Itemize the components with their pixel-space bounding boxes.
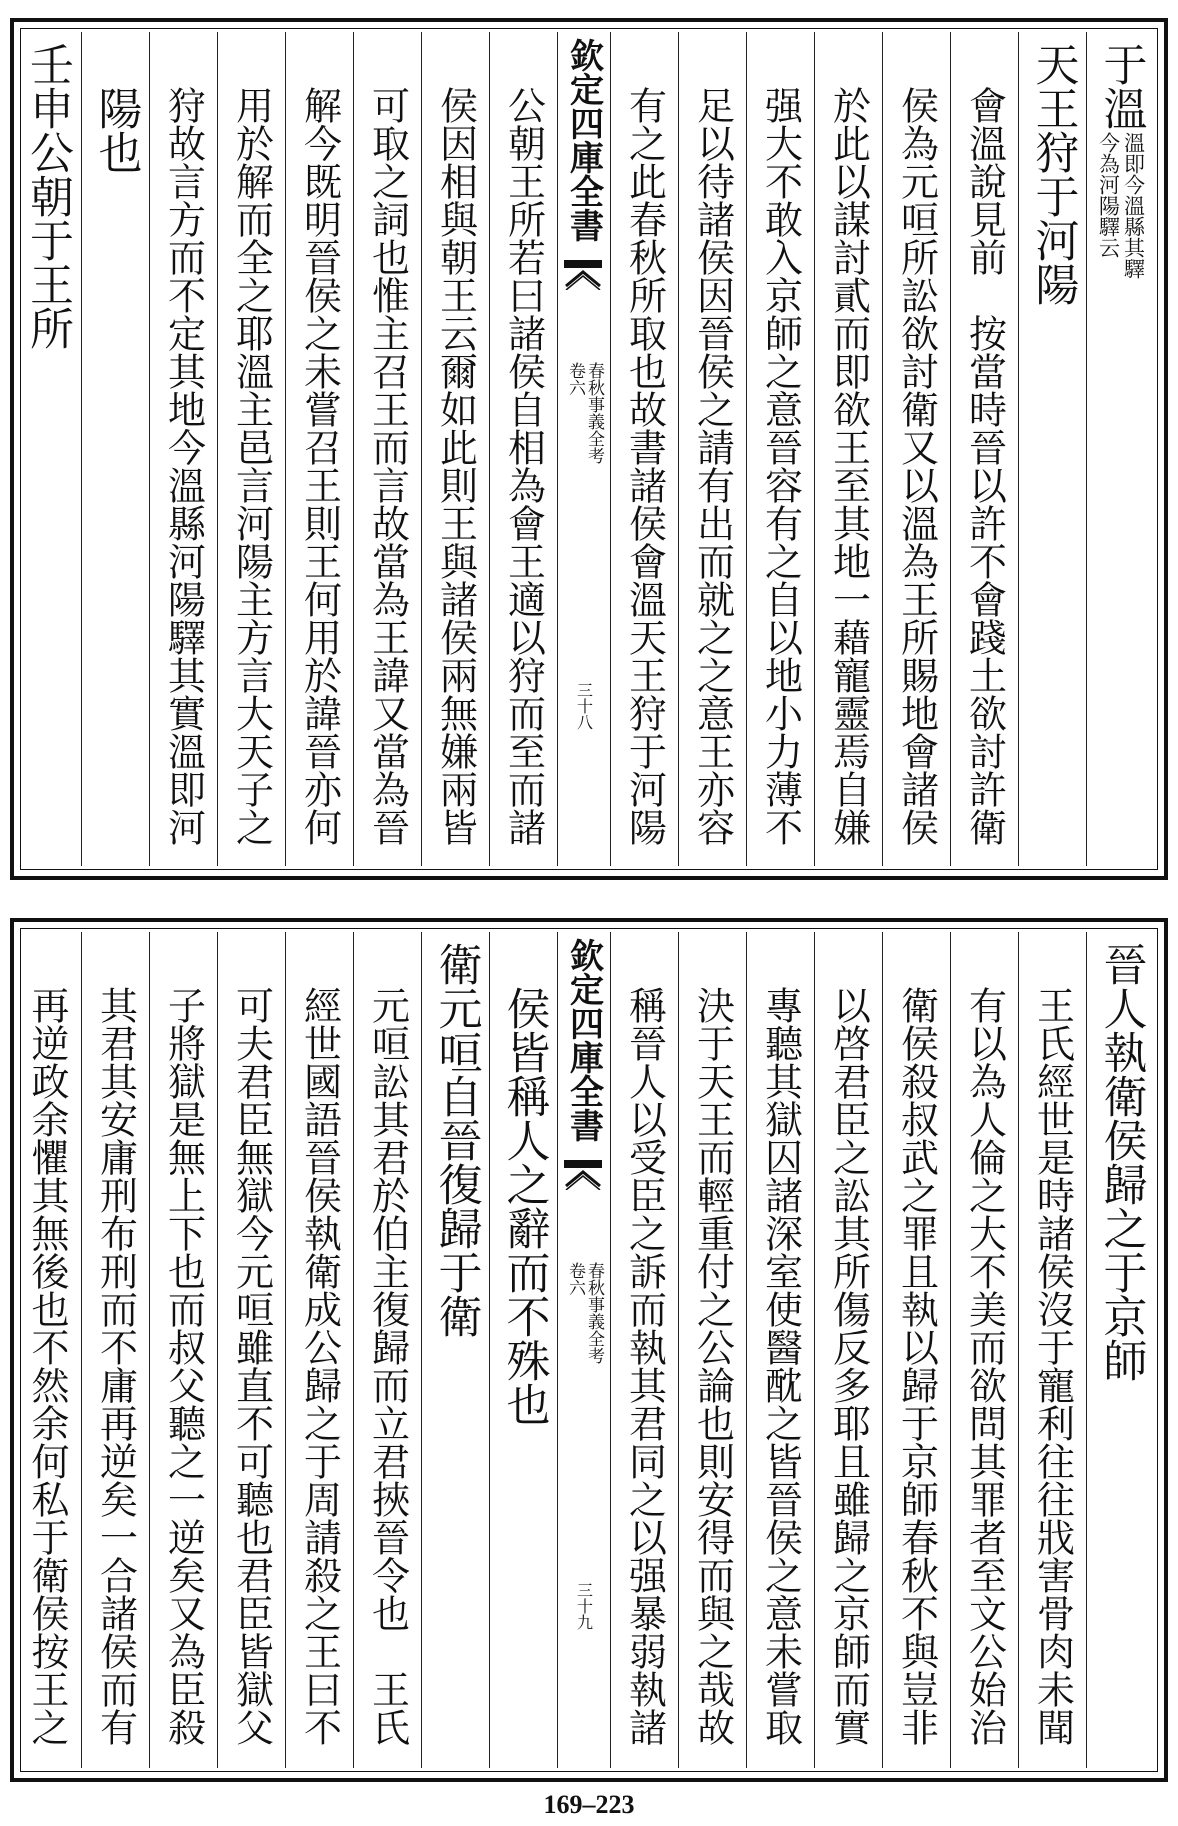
text-column — [13, 932, 81, 1768]
text-column — [81, 32, 149, 866]
text-column — [746, 32, 814, 866]
text-column — [678, 32, 746, 866]
library-title: 欽定四庫全書 — [563, 938, 604, 1142]
fish-tail-icon — [564, 260, 602, 290]
column-text: 壬申公朝于王所 — [22, 42, 73, 350]
text-column — [489, 32, 557, 866]
column-text: 有之此春秋所取也故書諸侯會溫天王狩于河陽 — [622, 86, 667, 846]
column-text: 侯因相與朝王云爾如此則王與諸侯兩無嫌兩皆 — [433, 86, 478, 846]
text-column — [489, 932, 557, 1768]
column-text: 會溫說見前 按當時晉以許不會踐土欲討許衛 — [962, 86, 1007, 846]
column-text: 元咺訟其君於伯主復歸而立君挾晉令也 王氏 — [365, 986, 410, 1746]
column-text: 天王狩于河陽 — [1027, 42, 1079, 306]
text-column — [149, 932, 217, 1768]
column-text: 稱晉人以受臣之訴而執其君同之以强暴弱執諸 — [622, 986, 667, 1746]
text-body-top — [24, 32, 1154, 866]
text-column — [610, 932, 678, 1768]
column-text: 再逆政余懼其無後也不然余何私于衛侯按王之 — [25, 986, 69, 1746]
book-title: 春秋事義全考 — [584, 362, 604, 464]
column-text: 侯為元咺所訟欲討衛又以溫為王所賜地會諸侯 — [894, 86, 939, 846]
page-number: 169–223 — [543, 1790, 635, 1819]
text-column — [353, 32, 421, 866]
column-text: 子將獄是無上下也而叔父聽之一逆矣又為臣殺 — [161, 986, 206, 1746]
text-column — [882, 932, 950, 1768]
column-text: 于溫 — [1095, 42, 1147, 130]
column-text: 王氏經世是時諸侯沒于寵利往往戕害骨肉未聞 — [1030, 986, 1075, 1746]
text-column — [81, 932, 149, 1768]
note-line: 今為河陽驛云 — [1096, 132, 1121, 258]
text-column — [610, 32, 678, 866]
page-bottom — [10, 918, 1168, 1782]
column-text: 可夫君臣無獄今元咺雖直不可聽也君臣皆獄父 — [229, 986, 274, 1746]
text-column — [814, 32, 882, 866]
column-text: 足以待諸侯因晉侯之請有出而就之之意王亦容 — [690, 86, 735, 846]
column-text: 狩故言方而不定其地今溫縣河陽驛其實溫即河 — [161, 86, 206, 846]
fish-tail-icon — [564, 1160, 602, 1190]
column-text: 專聽其獄囚諸深室使醫酖之皆晉侯之意未嘗取 — [758, 986, 803, 1746]
column-text: 衛元咺自晉復歸于衛 — [430, 942, 482, 1338]
text-column — [814, 932, 882, 1768]
folio-number: 三十九 — [574, 1582, 594, 1630]
volume-label: 卷六 — [565, 1262, 585, 1296]
folio-number: 三十八 — [574, 682, 594, 730]
column-text: 解今既明晉侯之未嘗召王則王何用於諱晉亦何 — [297, 86, 342, 846]
text-column — [1086, 32, 1154, 866]
text-column — [950, 932, 1018, 1768]
text-column — [149, 32, 217, 866]
column-text: 經世國語晉侯執衛成公歸之于周請殺之王曰不 — [297, 986, 342, 1746]
column-text: 衛侯殺叔武之罪且執以歸于京師春秋不與豈非 — [894, 986, 939, 1746]
column-text: 用於解而全之耶溫主邑言河陽主方言大天子之 — [229, 86, 274, 846]
column-text: 可取之詞也惟主召王而言故當為王諱又當為晉 — [365, 86, 410, 846]
text-column — [678, 932, 746, 1768]
column-text: 陽也 — [90, 86, 142, 174]
center-fold — [557, 32, 610, 866]
text-column — [882, 32, 950, 866]
column-text: 强大不敢入京師之意晉容有之自以地小力薄不 — [758, 86, 803, 846]
text-column — [746, 932, 814, 1768]
note-line: 溫即今溫縣其驛 — [1121, 132, 1146, 279]
column-text: 以啓君臣之訟其所傷反多耶且雖歸之京師而實 — [826, 986, 871, 1746]
column-text: 晉人執衛侯歸之于京師 — [1095, 942, 1147, 1382]
interlinear-note — [1098, 132, 1144, 279]
center-fold — [557, 932, 610, 1768]
text-column — [285, 932, 353, 1768]
text-column — [13, 32, 81, 866]
column-text: 其君其安庸刑布刑而不庸再逆矣一合諸侯而有 — [93, 986, 138, 1746]
text-column — [217, 932, 285, 1768]
text-column — [421, 32, 489, 866]
book-title: 春秋事義全考 — [584, 1262, 604, 1364]
text-column — [1018, 932, 1086, 1768]
page-top — [10, 18, 1168, 880]
column-text: 決于天王而輕重付之公論也則安得而與之哉故 — [690, 986, 735, 1746]
book-meta — [566, 1262, 602, 1364]
text-column — [1018, 32, 1086, 866]
text-body-bottom — [24, 932, 1154, 1768]
library-title: 欽定四庫全書 — [563, 38, 604, 242]
column-text: 公朝王所若曰諸侯自相為會王適以狩而至而諸 — [501, 86, 546, 846]
text-column — [217, 32, 285, 866]
text-column — [421, 932, 489, 1768]
text-column — [950, 32, 1018, 866]
text-column — [353, 932, 421, 1768]
column-text: 侯皆稱人之辭而不殊也 — [498, 986, 550, 1426]
column-text: 於此以謀討貳而即欲王至其地一藉寵靈焉自嫌 — [826, 86, 871, 846]
column-text: 有以為人倫之大不美而欲問其罪者至文公始治 — [962, 986, 1007, 1746]
book-meta — [566, 362, 602, 464]
text-column — [1086, 932, 1154, 1768]
volume-label: 卷六 — [565, 362, 585, 396]
text-column — [285, 32, 353, 866]
